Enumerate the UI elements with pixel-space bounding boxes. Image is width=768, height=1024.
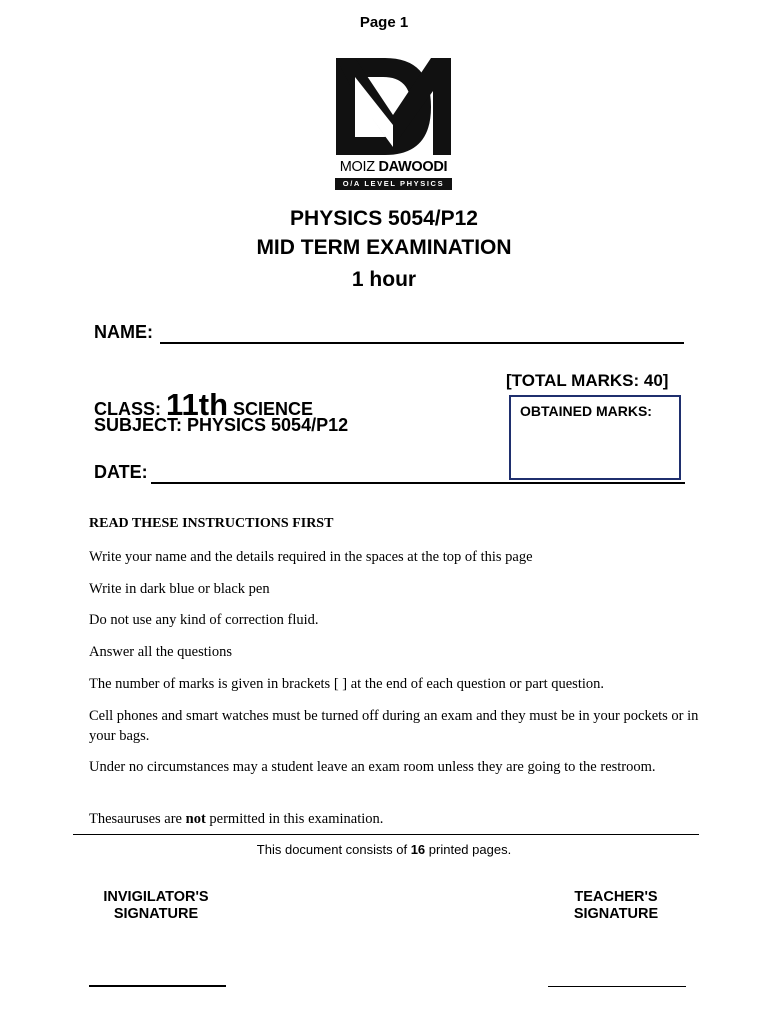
logo-wordmark: MOIZ DAWOODI bbox=[339, 159, 448, 175]
page-count-note: This document consists of 16 printed pages. bbox=[256, 842, 512, 857]
exam-duration: 1 hour bbox=[351, 268, 417, 291]
date-label: DATE: bbox=[94, 462, 148, 482]
teacher-signature-line[interactable] bbox=[548, 986, 686, 987]
logo-tagline: O/A LEVEL PHYSICS bbox=[335, 178, 452, 190]
teacher-signature-label: TEACHER'S SIGNATURE bbox=[573, 889, 659, 922]
brand-logo bbox=[333, 55, 454, 193]
obtained-marks-box[interactable] bbox=[509, 395, 681, 480]
name-label: NAME: bbox=[94, 322, 153, 342]
instruction-item: Write your name and the details required in the spaces at the top of this page bbox=[89, 549, 533, 565]
instruction-item: Cell phones and smart watches must be turned off during an exam and they must be in your pockets or in your bags. bbox=[89, 708, 699, 744]
date-input-line[interactable] bbox=[151, 482, 685, 484]
divider bbox=[73, 834, 699, 835]
class-value: 11th bbox=[166, 387, 229, 422]
total-marks: [TOTAL MARKS: 40] bbox=[506, 371, 669, 390]
exam-code-title: PHYSICS 5054/P12 bbox=[290, 207, 478, 230]
instructions-heading: READ THESE INSTRUCTIONS FIRST bbox=[89, 516, 334, 531]
instruction-item-last: Thesauruses are not permitted in this examination. bbox=[89, 811, 384, 827]
instruction-item: Answer all the questions bbox=[89, 644, 232, 660]
invigilator-signature-line[interactable] bbox=[89, 985, 226, 987]
class-suffix: SCIENCE bbox=[228, 399, 314, 419]
page-number: Page 1 bbox=[359, 14, 409, 31]
class-label: CLASS: bbox=[94, 399, 161, 419]
subject-label: SUBJECT: PHYSICS 5054/P12 bbox=[94, 415, 349, 435]
obtained-marks-label: OBTAINED MARKS: bbox=[520, 403, 652, 419]
exam-type-title: MID TERM EXAMINATION bbox=[256, 236, 512, 259]
instruction-item: Do not use any kind of correction fluid. bbox=[89, 612, 319, 628]
instruction-item: Write in dark blue or black pen bbox=[89, 581, 270, 597]
instruction-item: Under no circumstances may a student leave an exam room unless they are going to the restroom. bbox=[89, 759, 656, 775]
name-input-line[interactable] bbox=[160, 342, 684, 344]
instruction-item: The number of marks is given in brackets [ ] at the end of each question or part question. bbox=[89, 676, 604, 692]
dm-monogram-icon bbox=[333, 55, 454, 159]
invigilator-signature-label: INVIGILATOR'S SIGNATURE bbox=[103, 889, 209, 922]
